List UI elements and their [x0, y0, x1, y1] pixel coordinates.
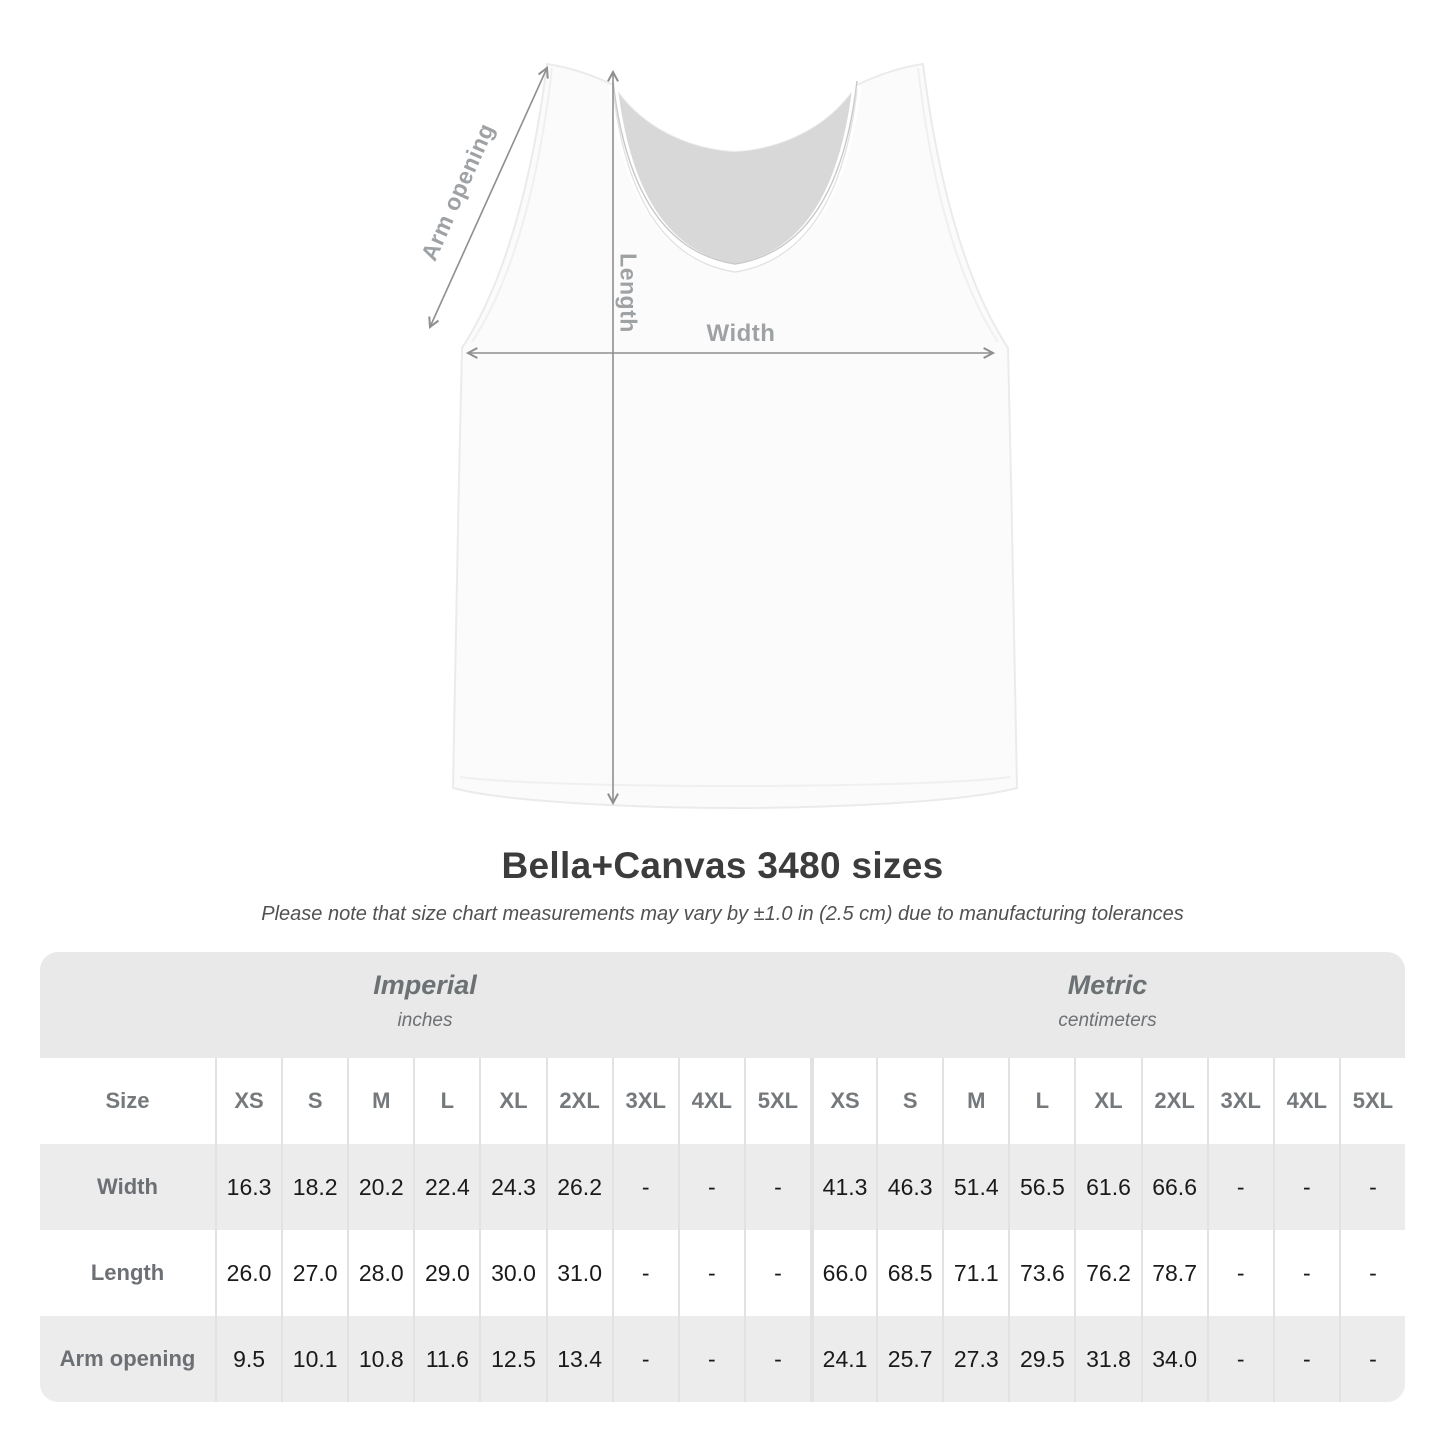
value-cell: 31.8 [1074, 1316, 1140, 1402]
value-cell: - [1207, 1316, 1273, 1402]
width-label: Width [706, 320, 776, 347]
page-title: Bella+Canvas 3480 sizes [501, 845, 944, 886]
value-cell: - [744, 1144, 810, 1230]
value-cell: - [744, 1230, 810, 1316]
imperial-unit-label: inches [397, 1010, 453, 1031]
tolerance-note: Please note that size chart measurements may vary by ±1.0 in (2.5 cm) due to manufacturing tolerances [261, 903, 1184, 925]
size-column-header: Size [40, 1058, 215, 1144]
length-label: Length [615, 253, 642, 333]
value-cell: 27.0 [281, 1230, 347, 1316]
value-cell: 56.5 [1008, 1144, 1074, 1230]
header-cell: 2XL [546, 1058, 612, 1144]
value-cell: - [678, 1144, 744, 1230]
value-cell: - [612, 1316, 678, 1402]
value-cell: - [612, 1144, 678, 1230]
metric-group-header [810, 952, 1405, 1058]
value-cell: - [1339, 1230, 1405, 1316]
value-cell: 61.6 [1074, 1144, 1140, 1230]
value-cell: - [1273, 1230, 1339, 1316]
value-cell: 24.1 [810, 1316, 876, 1402]
value-cell: - [678, 1316, 744, 1402]
header-cell: L [1008, 1058, 1074, 1144]
header-cell: S [281, 1058, 347, 1144]
value-cell: 10.1 [281, 1316, 347, 1402]
value-cell: 30.0 [479, 1230, 545, 1316]
value-cell: 16.3 [215, 1144, 281, 1230]
row-label-cell: Width [40, 1144, 215, 1230]
header-cell: 3XL [612, 1058, 678, 1144]
header-cell: M [347, 1058, 413, 1144]
value-cell: 71.1 [942, 1230, 1008, 1316]
value-cell: - [1207, 1230, 1273, 1316]
value-cell: 25.7 [876, 1316, 942, 1402]
value-cell: 29.5 [1008, 1316, 1074, 1402]
value-cell: - [1339, 1316, 1405, 1402]
value-cell: 26.0 [215, 1230, 281, 1316]
imperial-group-header [40, 952, 810, 1058]
value-cell: 78.7 [1141, 1230, 1207, 1316]
value-cell: 76.2 [1074, 1230, 1140, 1316]
value-cell: 12.5 [479, 1316, 545, 1402]
header-cell: XL [479, 1058, 545, 1144]
value-cell: 18.2 [281, 1144, 347, 1230]
value-cell: - [612, 1230, 678, 1316]
value-cell: 41.3 [810, 1144, 876, 1230]
value-cell: 28.0 [347, 1230, 413, 1316]
value-cell: 22.4 [413, 1144, 479, 1230]
row-label-cell: Length [40, 1230, 215, 1316]
value-cell: - [1339, 1144, 1405, 1230]
value-cell: 10.8 [347, 1316, 413, 1402]
header-cell: XS [810, 1058, 876, 1144]
value-cell: 46.3 [876, 1144, 942, 1230]
value-cell: 73.6 [1008, 1230, 1074, 1316]
value-cell: 34.0 [1141, 1316, 1207, 1402]
metric-unit-label: centimeters [1058, 1010, 1157, 1031]
value-cell: - [678, 1230, 744, 1316]
value-cell: 27.3 [942, 1316, 1008, 1402]
header-cell: M [942, 1058, 1008, 1144]
value-cell: 11.6 [413, 1316, 479, 1402]
header-cell: L [413, 1058, 479, 1144]
header-cell: 5XL [744, 1058, 810, 1144]
value-cell: - [1273, 1144, 1339, 1230]
value-cell: 9.5 [215, 1316, 281, 1402]
value-cell: 68.5 [876, 1230, 942, 1316]
value-cell: 51.4 [942, 1144, 1008, 1230]
value-cell: - [1207, 1144, 1273, 1230]
header-cell: XL [1074, 1058, 1140, 1144]
value-cell: 24.3 [479, 1144, 545, 1230]
value-cell: 66.0 [810, 1230, 876, 1316]
tank-top-illustration [400, 40, 1050, 830]
metric-label: Metric [1067, 970, 1148, 1000]
header-cell: 4XL [1273, 1058, 1339, 1144]
header-cell: 4XL [678, 1058, 744, 1144]
header-cell: 2XL [1141, 1058, 1207, 1144]
value-cell: - [744, 1316, 810, 1402]
value-cell: 31.0 [546, 1230, 612, 1316]
imperial-label: Imperial [373, 970, 477, 1000]
header-cell: XS [215, 1058, 281, 1144]
tank-top-figure [400, 40, 1050, 830]
row-label-cell: Arm opening [40, 1316, 215, 1402]
arm-opening-label: Arm opening [415, 119, 500, 265]
value-cell: 29.0 [413, 1230, 479, 1316]
value-cell: 66.6 [1141, 1144, 1207, 1230]
value-cell: - [1273, 1316, 1339, 1402]
header-cell: S [876, 1058, 942, 1144]
size-table [40, 952, 1405, 1402]
value-cell: 26.2 [546, 1144, 612, 1230]
header-cell: 5XL [1339, 1058, 1405, 1144]
value-cell: 13.4 [546, 1316, 612, 1402]
value-cell: 20.2 [347, 1144, 413, 1230]
header-cell: 3XL [1207, 1058, 1273, 1144]
